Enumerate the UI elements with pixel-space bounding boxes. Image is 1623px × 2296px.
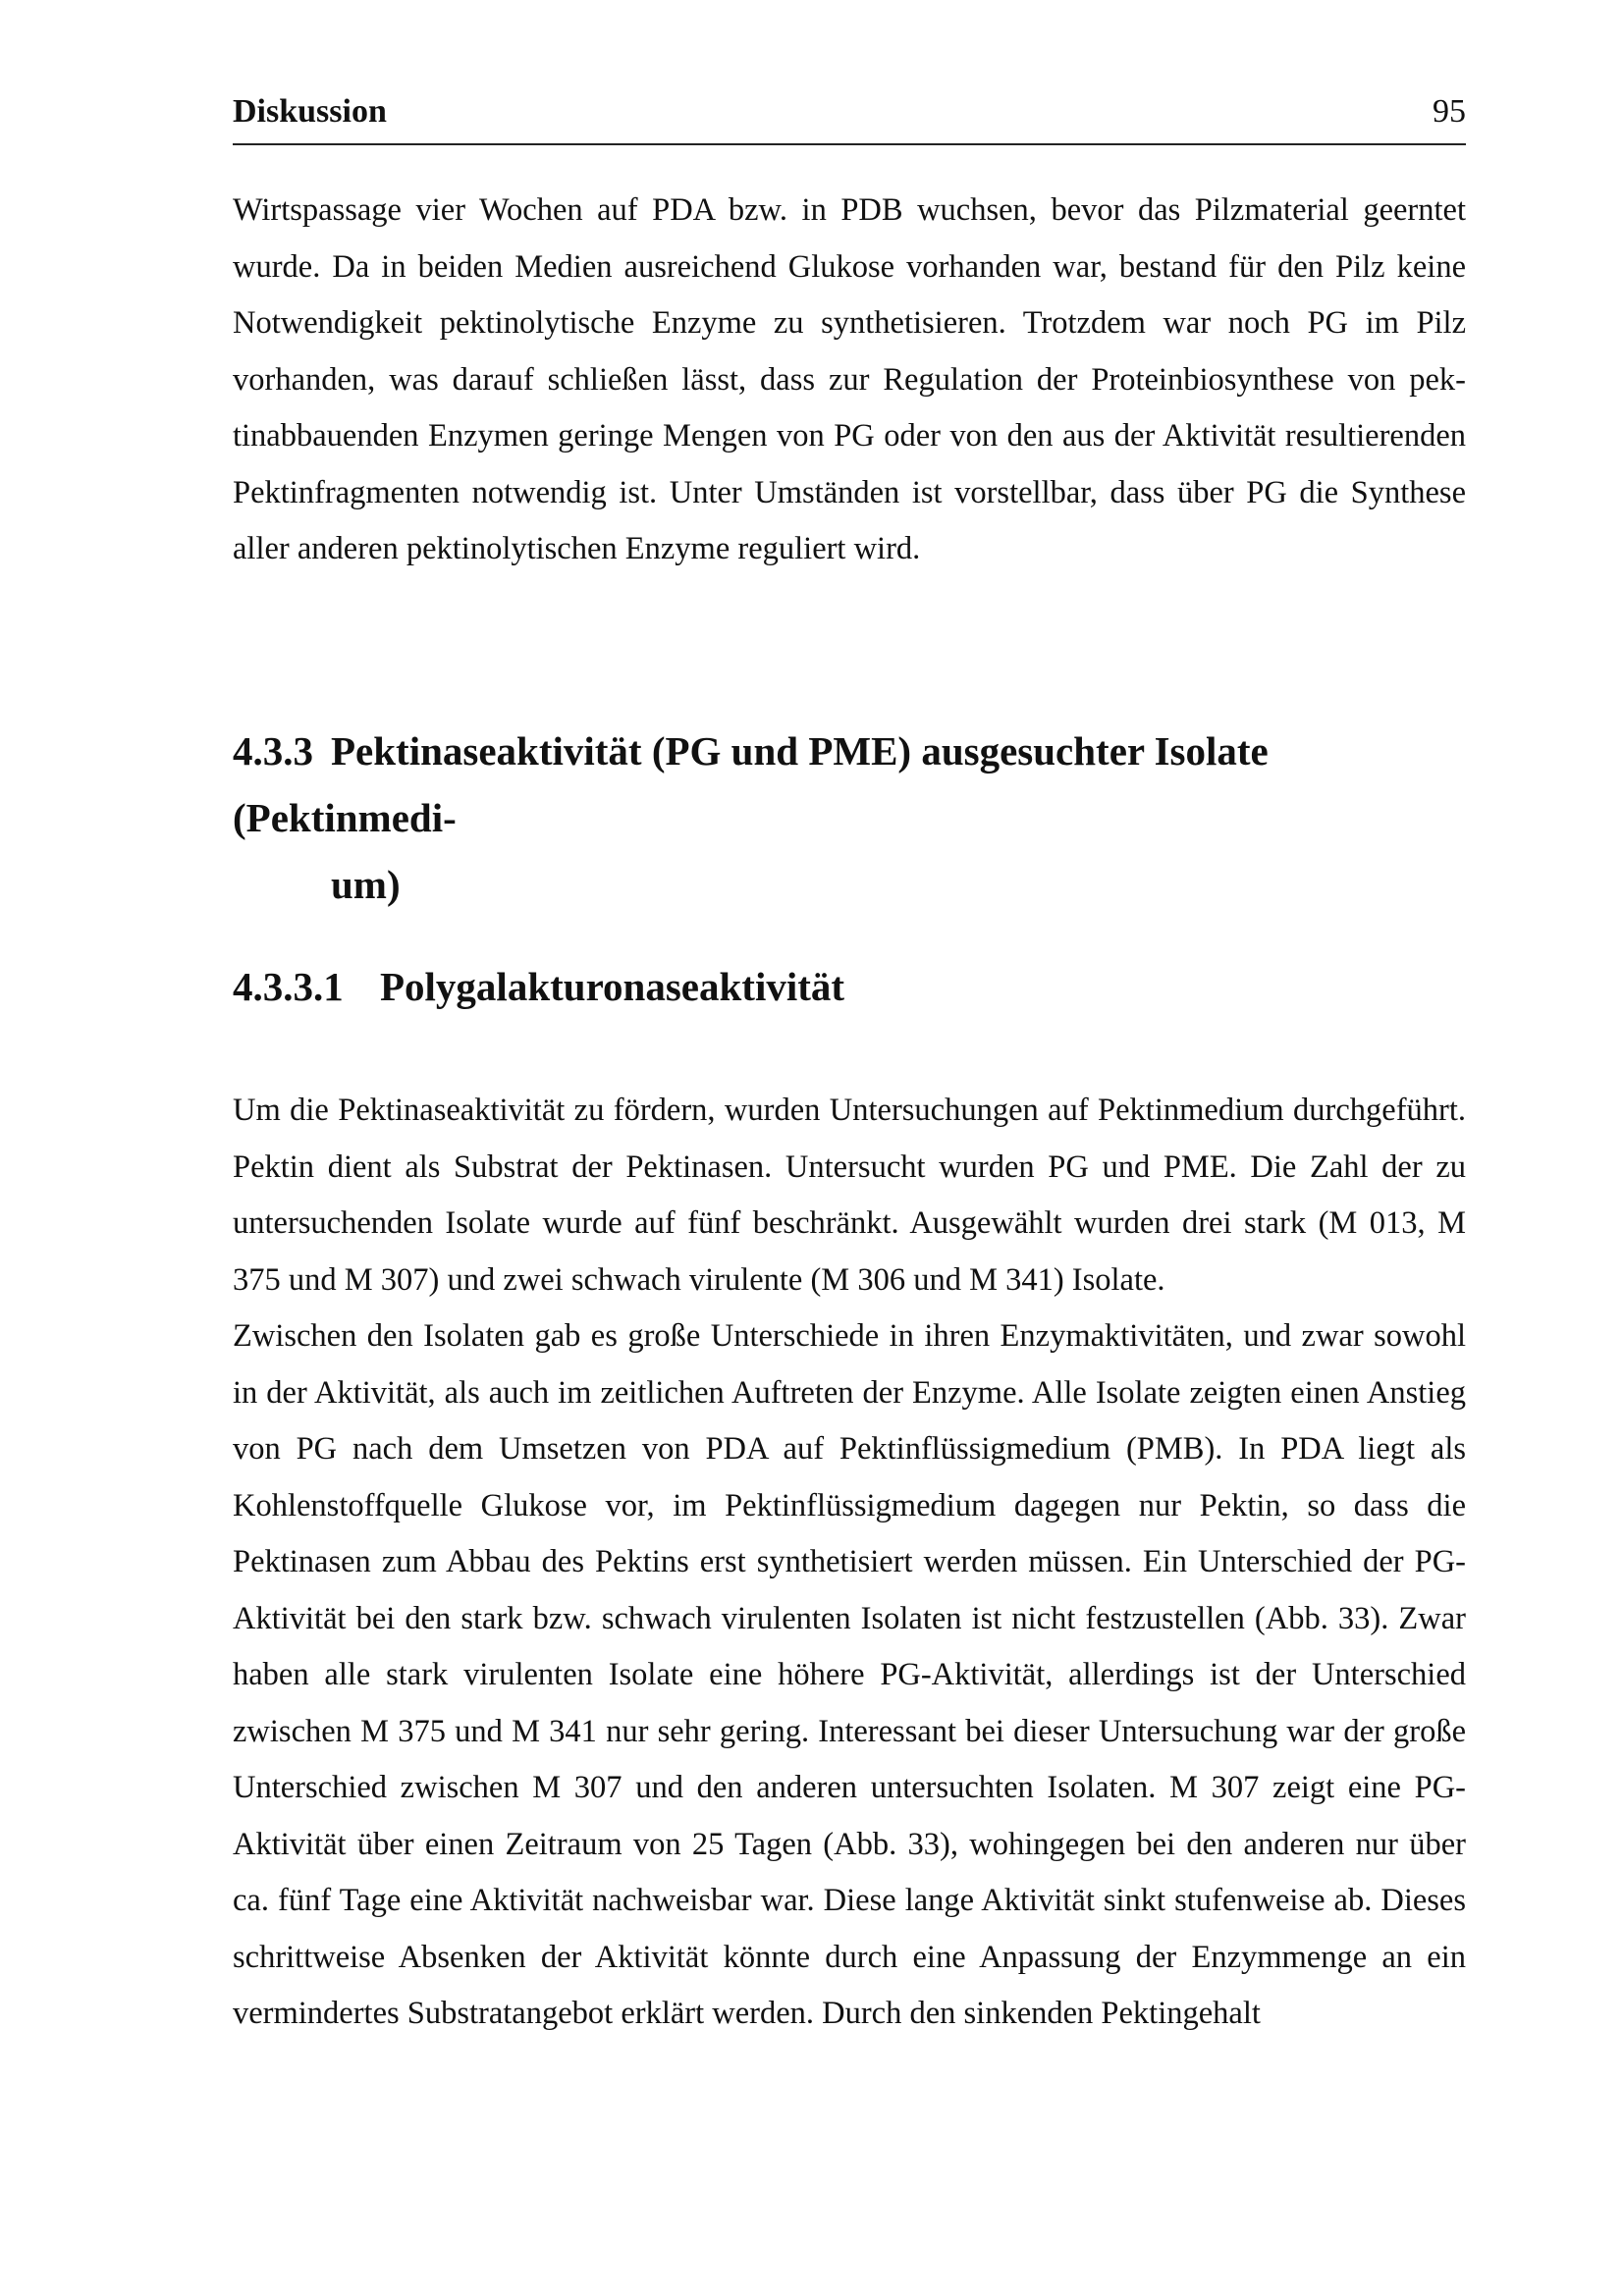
section-title-line-1: Pektinaseaktivität (PG und PME) ausgesuchter Isolate (Pektinmedi- — [233, 728, 1269, 840]
subsection-number: 4.3.3.1 — [233, 964, 344, 1009]
chapter-title: Diskussion — [233, 93, 387, 130]
body-paragraph-3: Zwischen den Isolaten gab es große Unterschiede in ihren Enzymaktivitäten, und zwar sowohl in der Aktivität, als auch im zeitlichen Auftreten der Enzyme. Alle Isolate zeigten einen Anstieg von PG nach dem Umsetzen von PDA auf Pektinflüssigmedium (PMB). In PDA liegt als Kohlenstoffquelle Glukose vor, im Pektinflüssigmedium dagegen nur Pektin, so dass die Pektinasen zum Abbau des Pektins erst synthetisiert werden müssen. Ein Unterschied der PG-Aktivität bei den stark bzw. schwach virulenten Isolaten ist nicht festzustellen (Abb. 33). Zwar haben alle stark virulenten Isolate eine höhere PG-Aktivität, allerdings ist der Unterschied zwischen M 375 und M 341 nur sehr gering. Interessant bei dieser Untersuchung war der große Unterschied zwischen M 307 und den anderen untersuchten Isolaten. M 307 zeigt eine PG-Aktivität über einen Zeitraum von 25 Tagen (Abb. 33), wohingegen bei den anderen nur über ca. fünf Tage eine Aktivität nachweisbar war. Diese lange Aktivität sinkt stufenweise ab. Dieses schrittweise Absenken der Aktivität könnte durch eine Anpassung der Enzymmenge an ein vermindertes Substratangebot erklärt werden. Durch den sinkenden Pektingehalt — [233, 1318, 1466, 2031]
body-paragraph-1: Wirtspassage vier Wochen auf PDA bzw. in PDB wuchsen, bevor das Pilzmaterial geerntet wurde. Da in beiden Medien ausreichend Glukose vorhanden war, bestand für den Pilz keine Notwendigkeit pektinolytische Enzyme zu synthetisieren. Trotzdem war noch PG im Pilz vorhanden, was darauf schließen lässt, dass zur Regulation der Proteinbiosynthese von pektinabbauenden Enzymen geringe Mengen von PG oder von den aus der Aktivität resultierenden Pektinfragmenten notwendig ist. Unter Umständen ist vorstellbar, dass über PG die Synthese aller anderen pektinolytischen Enzyme reguliert wird. — [233, 192, 1466, 566]
subsection-title: Polygalakturonaseaktivität — [380, 964, 845, 1009]
subsection-heading — [233, 959, 1466, 1014]
section-number: 4.3.3 — [233, 728, 313, 774]
section-title-line-2: um) — [331, 862, 401, 907]
page-number: 95 — [1433, 93, 1466, 130]
body-paragraph-2: Um die Pektinaseaktivität zu fördern, wurden Untersuchungen auf Pektinmedium durchgeführt. Pektin dient als Substrat der Pektinasen. Untersucht wurden PG und PME. Die Zahl der zu untersuchenden Isolate wurde auf fünf beschränkt. Ausgewählt wurden drei stark (M 013, M 375 und M 307) und zwei schwach virulente (M 306 und M 341) Isolate. — [233, 1093, 1466, 1298]
running-header — [233, 90, 1466, 145]
section-heading — [233, 718, 1466, 918]
